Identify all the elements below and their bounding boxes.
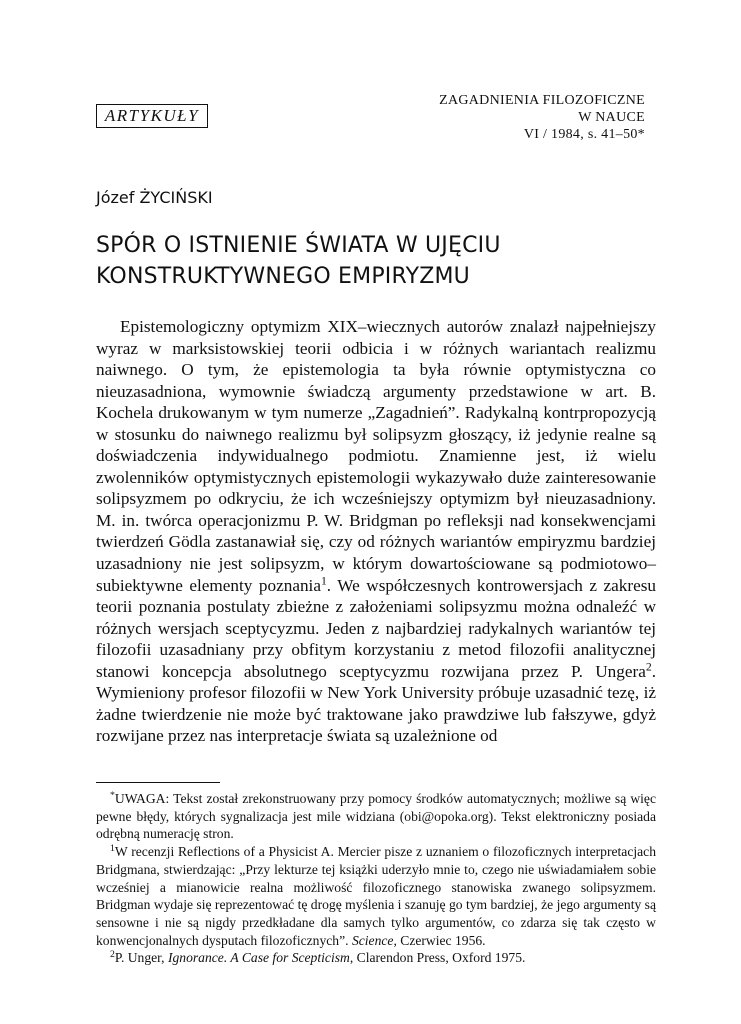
- footnote-2: [96, 949, 656, 967]
- footnote-divider: [96, 782, 220, 783]
- footnote-2-mark: 2: [110, 949, 115, 961]
- journal-subtitle: W NAUCE: [578, 110, 645, 125]
- body-text-part-1: Epistemologiczny optymizm XIX–wiecznych autorów znalazł najpełniejszy wyraz w marksistowskiej teorii odbicia i w różnych wariantach realizmu naiwnego. O tym, że epistemologia ta była równie optymistyczna co nieuzasadniona, wymownie świadczą argumenty przedstawione w art. B. Kochela drukowanym w tym numerze „Zagadnień”. Radykalną kontrpropozycją w stosunku do naiwnego realizmu był solipsyzm głoszący, iż jedynie realne są doświadczenia indywidualnego podmiotu. Znamienne jest, iż wielu zwolenników optymistycznych epistemologii wykazywało duże zainteresowanie solipsyzmem po odkryciu, że ich wcześniejszy optymizm był nieuzasadniony. M. in. twórca operacjonizmu P. W. Bridgman po refleksji nad konsekwencjami twierdzeń Gödla zastanawiał się, czy od różnych wariantów empiryzmu bardziej uzasadniony nie jest solipsyzm, w którym dowartościowane są podmiotowo–subiektywne elementy poznania: [96, 317, 656, 595]
- body-text-part-3: . Wymieniony profesor filozofii w New York University próbuje uzasadnić tezę, iż żadne twierdzenie nie może być traktowane jako prawdziwe lub fałszywe, gdyż rozwijane przez nas interpretacje świata są uzależnione od: [96, 661, 656, 746]
- footnote-1-date: , Czerwiec 1956.: [393, 932, 486, 948]
- footnote-2-prefix: P. Unger,: [114, 950, 168, 966]
- footnote-1-mark: 1: [110, 843, 115, 855]
- title-line-2: KONSTRUKTYWNEGO EMPIRYZMU: [96, 264, 470, 289]
- journal-issue: VI / 1984, s. 41–50*: [523, 127, 645, 142]
- footnote-2-suffix: , Clarendon Press, Oxford 1975.: [349, 950, 526, 966]
- footnote-1-text: W recenzji Reflections of a Physicist A. Mercier pisze z uznaniem o filozoficznych interpretacjach Bridgmana, stwierdzając: „Przy lekturze tej książki uderzyło mnie to, czego nie uświadamiałem sobie wcześniej a mianowicie realna możliwość filozoficznego stanowiska zwanego solipsyzmem. Bridgman wydaje się reprezentować tę drogę myślenia i szanuję go tym bardziej, że jego argumenty są sensowne i nie są nigdy przedkładane dla samych tylko argumentów, co zdarza się tak często w konwencjonalnych dysputach filozoficznych”.: [96, 844, 656, 948]
- author-name: Józef ŻYCIŃSKI: [96, 188, 213, 207]
- body-text-part-2: . We współczesnych kontrowersjach z zakresu teorii poznania postulaty zbieżne z założeniami solipsyzmu można odnaleźć w różnych wersjach sceptycyzmu. Jeden z najbardziej radykalnych wariantów tej filozofii uzasadniany przy obfitym korzystaniu z metod filozofii analitycznej stanowi koncepcja absolutnego sceptycyzmu rozwijana przez P. Ungera: [96, 575, 656, 681]
- article-title: [96, 230, 656, 292]
- footnotes: [96, 790, 656, 967]
- footnote-1-source: Science: [351, 932, 394, 948]
- journal-header: [439, 92, 645, 143]
- footnote-1: [96, 843, 656, 949]
- footnote-2-title: Ignorance. A Case for Scepticism: [167, 950, 350, 966]
- body-paragraph: [96, 316, 656, 747]
- footnote-ref-2[interactable]: 2: [645, 660, 652, 674]
- title-line-1: SPÓR O ISTNIENIE ŚWIATA W UJĘCIU: [96, 233, 501, 258]
- footnote-star-mark: *: [110, 790, 115, 802]
- footnote-ref-1[interactable]: 1: [320, 574, 327, 588]
- journal-title: ZAGADNIENIA FILOZOFICZNE: [439, 93, 645, 108]
- footnote-star-text: UWAGA: Tekst został zrekonstruowany przy pomocy środków automatycznych; możliwe są więc pewne błędy, których sygnalizacja jest mile widziana (obi@opoka.org). Tekst elektroniczny posiada odrębną numerację stron.: [96, 791, 656, 842]
- section-label: ARTYKUŁY: [96, 104, 208, 128]
- footnote-star: [96, 790, 656, 843]
